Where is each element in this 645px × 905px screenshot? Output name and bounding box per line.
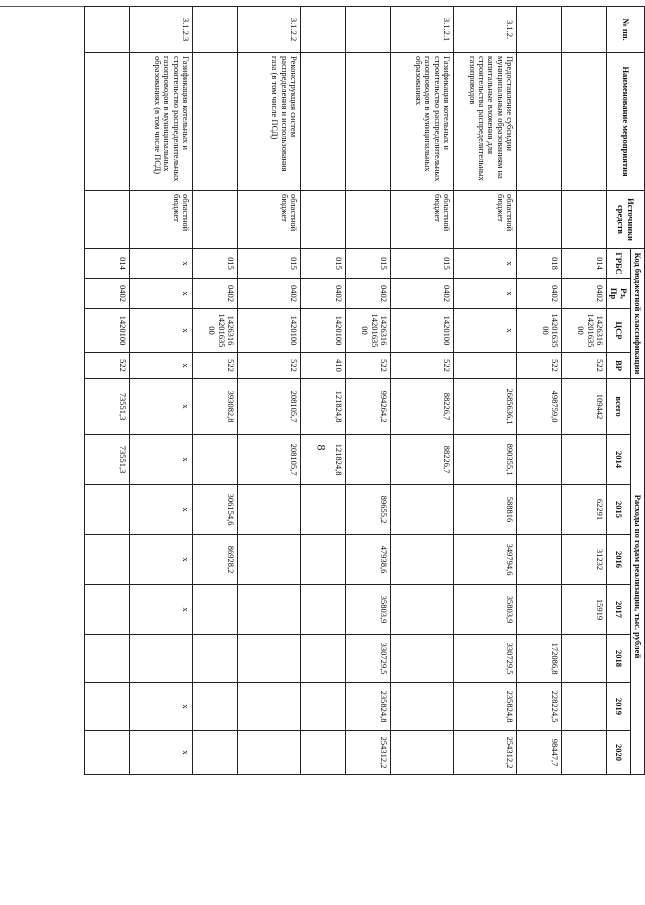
cell-num [192, 7, 237, 53]
header-2015: 2015 [606, 485, 630, 535]
cell-y2015 [84, 485, 129, 535]
cell-source [345, 191, 390, 249]
cell-total: 73551,3 [84, 379, 129, 435]
header-name: Наименование мероприятия [606, 53, 644, 191]
cell-rzpr: х [129, 279, 192, 309]
cell-y2017: 35803,9 [453, 585, 516, 635]
cell-y2018 [390, 635, 453, 683]
cell-y2016 [84, 535, 129, 585]
cell-y2017: х [129, 585, 192, 635]
cell-name [84, 53, 129, 191]
cell-y2017 [300, 585, 345, 635]
cell-y2014: х [129, 435, 192, 485]
header-vr: ВР [606, 353, 630, 379]
cell-csr: 1426316 14201635 00 [192, 309, 237, 353]
cell-rzpr: 0402 [390, 279, 453, 309]
cell-vr [453, 353, 516, 379]
cell-source [192, 191, 237, 249]
cell-grbs: х [453, 249, 516, 279]
cell-y2019 [561, 683, 606, 731]
cell-y2015: х [129, 485, 192, 535]
cell-y2019: 235824,8 [345, 683, 390, 731]
cell-name [192, 53, 237, 191]
cell-source: областной бюджет [237, 191, 300, 249]
cell-y2020: 98447,7 [516, 731, 561, 775]
cell-y2020 [300, 731, 345, 775]
header-num: № пп. [606, 7, 644, 53]
cell-y2016: 47938,6 [345, 535, 390, 585]
cell-y2016 [390, 535, 453, 585]
cell-source: областной бюджет [390, 191, 453, 249]
cell-y2020 [237, 731, 300, 775]
table-row [237, 7, 300, 775]
cell-y2014: 88226,7 [390, 435, 453, 485]
cell-y2014 [561, 435, 606, 485]
cell-grbs: 018 [516, 249, 561, 279]
cell-rzpr: 0402 [237, 279, 300, 309]
cell-y2019: х [129, 683, 192, 731]
cell-grbs: 015 [300, 249, 345, 279]
cell-y2016: х [129, 535, 192, 585]
cell-vr: 522 [84, 353, 129, 379]
cell-csr: 1426316 14201635 00 [561, 309, 606, 353]
table-row [453, 7, 516, 775]
cell-source: областной бюджет [129, 191, 192, 249]
cell-name [345, 53, 390, 191]
cell-total: 994264,2 [345, 379, 390, 435]
header-2019: 2019 [606, 683, 630, 731]
cell-y2018: 330729,5 [345, 635, 390, 683]
cell-y2020 [390, 731, 453, 775]
cell-y2019 [300, 683, 345, 731]
cell-vr: 522 [561, 353, 606, 379]
cell-y2014: 121824,8 [300, 435, 345, 485]
cell-y2015: 89655,2 [345, 485, 390, 535]
cell-csr: х [129, 309, 192, 353]
table-body [84, 7, 606, 775]
cell-num [561, 7, 606, 53]
table-row [84, 7, 129, 775]
cell-y2014 [192, 435, 237, 485]
cell-y2018 [192, 635, 237, 683]
cell-y2015: 306154,6 [192, 485, 237, 535]
cell-y2017: 15919 [561, 585, 606, 635]
cell-total: 109442 [561, 379, 606, 435]
cell-csr: х [453, 309, 516, 353]
cell-source [300, 191, 345, 249]
cell-name: Предоставление субсидии муниципальным образованиям на капитальные вложения для строительства распределительных газопроводов [453, 53, 516, 191]
table-row [390, 7, 453, 775]
cell-y2018: 172086,8 [516, 635, 561, 683]
header-csr: ЦСР [606, 309, 630, 353]
cell-grbs: 015 [390, 249, 453, 279]
header-kbk: Код бюджетной классификации [630, 249, 644, 379]
cell-y2017 [237, 585, 300, 635]
cell-y2014: 208105,7 [237, 435, 300, 485]
cell-csr: 1420100 [84, 309, 129, 353]
cell-y2016 [516, 535, 561, 585]
cell-rzpr: 0402 [84, 279, 129, 309]
cell-name [300, 53, 345, 191]
header-2017: 2017 [606, 585, 630, 635]
cell-num [345, 7, 390, 53]
cell-y2015 [300, 485, 345, 535]
cell-total: 88226,7 [390, 379, 453, 435]
header-2018: 2018 [606, 635, 630, 683]
cell-y2015 [237, 485, 300, 535]
cell-y2019: 228224,5 [516, 683, 561, 731]
cell-num [516, 7, 561, 53]
cell-total: 121824,8 [300, 379, 345, 435]
cell-y2017 [516, 585, 561, 635]
cell-y2018 [237, 635, 300, 683]
cell-grbs: 015 [192, 249, 237, 279]
cell-y2019 [84, 683, 129, 731]
cell-csr: 1420100 [390, 309, 453, 353]
cell-name: Реконструкция систем распределения и использования газа (в том числе ПСД) [237, 53, 300, 191]
cell-csr: 1420100 [300, 309, 345, 353]
cell-csr: 14201635 00 [516, 309, 561, 353]
cell-y2015 [390, 485, 453, 535]
cell-y2018: 330729,5 [453, 635, 516, 683]
header-2020: 2020 [606, 731, 630, 775]
cell-total: 2685636,1 [453, 379, 516, 435]
cell-vr: 410 [300, 353, 345, 379]
rotated-table-wrapper [105, 6, 645, 774]
cell-total: 498759,0 [516, 379, 561, 435]
cell-vr: 522 [516, 353, 561, 379]
cell-y2016: 349794,6 [453, 535, 516, 585]
table-row [345, 7, 390, 775]
cell-grbs: 015 [237, 249, 300, 279]
cell-y2019 [192, 683, 237, 731]
cell-vr: 522 [192, 353, 237, 379]
cell-total: 393082,8 [192, 379, 237, 435]
cell-y2020 [192, 731, 237, 775]
cell-rzpr: 0402 [192, 279, 237, 309]
header-source: Источники средств [606, 191, 644, 249]
cell-y2017 [84, 585, 129, 635]
cell-y2017 [390, 585, 453, 635]
header-expenses: Расходы по годам реализации, тыс. рублей [630, 379, 644, 775]
cell-name: Газификация котельных и строительство распределительных газопроводов в муниципальных образованиях [390, 53, 453, 191]
cell-y2020: х [129, 731, 192, 775]
cell-name [561, 53, 606, 191]
cell-grbs: 014 [561, 249, 606, 279]
cell-y2019 [237, 683, 300, 731]
cell-num: 3.1.2.2 [237, 7, 300, 53]
cell-num: 3.1.2.1 [390, 7, 453, 53]
cell-csr: 1426316 14201635 00 [345, 309, 390, 353]
cell-num [84, 7, 129, 53]
cell-y2014: 890355,1 [453, 435, 516, 485]
cell-grbs: х [129, 249, 192, 279]
cell-y2019: 235824,8 [453, 683, 516, 731]
header-grbs: ГРБС [606, 249, 630, 279]
header-2016: 2016 [606, 535, 630, 585]
cell-csr: 1420100 [237, 309, 300, 353]
header-rzpr: Рз, Пр [606, 279, 630, 309]
cell-source [561, 191, 606, 249]
cell-rzpr: 0402 [516, 279, 561, 309]
cell-y2014 [516, 435, 561, 485]
cell-y2016 [300, 535, 345, 585]
cell-rzpr: 0402 [345, 279, 390, 309]
cell-y2018 [84, 635, 129, 683]
budget-table [84, 6, 645, 775]
cell-y2017: 35803,9 [345, 585, 390, 635]
table-row [561, 7, 606, 775]
cell-grbs: 014 [84, 249, 129, 279]
header-total: всего [606, 379, 630, 435]
cell-total: х [129, 379, 192, 435]
cell-vr: 522 [390, 353, 453, 379]
cell-vr: 522 [237, 353, 300, 379]
cell-num: 3.1.2. [453, 7, 516, 53]
cell-y2018 [300, 635, 345, 683]
cell-rzpr: 0402 [561, 279, 606, 309]
cell-name [516, 53, 561, 191]
cell-name: Газификация котельных и строительство распределительных газопроводов в муниципальных образованиях (в том числе ПСД) [129, 53, 192, 191]
cell-source: областной бюджет [453, 191, 516, 249]
cell-source [84, 191, 129, 249]
cell-y2016: 86928,2 [192, 535, 237, 585]
cell-y2015: 62291 [561, 485, 606, 535]
cell-grbs: 015 [345, 249, 390, 279]
table-row [129, 7, 192, 775]
cell-y2017 [192, 585, 237, 635]
cell-rzpr: 0402 [300, 279, 345, 309]
cell-rzpr: х [453, 279, 516, 309]
cell-y2020: 254312,2 [453, 731, 516, 775]
table-row [300, 7, 345, 775]
cell-vr: 522 [345, 353, 390, 379]
cell-source [516, 191, 561, 249]
cell-y2014 [345, 435, 390, 485]
cell-y2015: 588816 [453, 485, 516, 535]
cell-y2018 [561, 635, 606, 683]
cell-y2020 [84, 731, 129, 775]
cell-y2016 [237, 535, 300, 585]
cell-y2019 [390, 683, 453, 731]
cell-vr: х [129, 353, 192, 379]
cell-y2020: 254312,2 [345, 731, 390, 775]
cell-y2014: 73551,3 [84, 435, 129, 485]
header-2014: 2014 [606, 435, 630, 485]
cell-num [300, 7, 345, 53]
cell-y2016: 31232 [561, 535, 606, 585]
table-row [192, 7, 237, 775]
cell-y2015 [516, 485, 561, 535]
cell-y2018 [129, 635, 192, 683]
cell-num: 3.1.2.3 [129, 7, 192, 53]
cell-total: 208105,7 [237, 379, 300, 435]
page-number: 8 [314, 444, 329, 451]
cell-y2020 [561, 731, 606, 775]
table-row [516, 7, 561, 775]
